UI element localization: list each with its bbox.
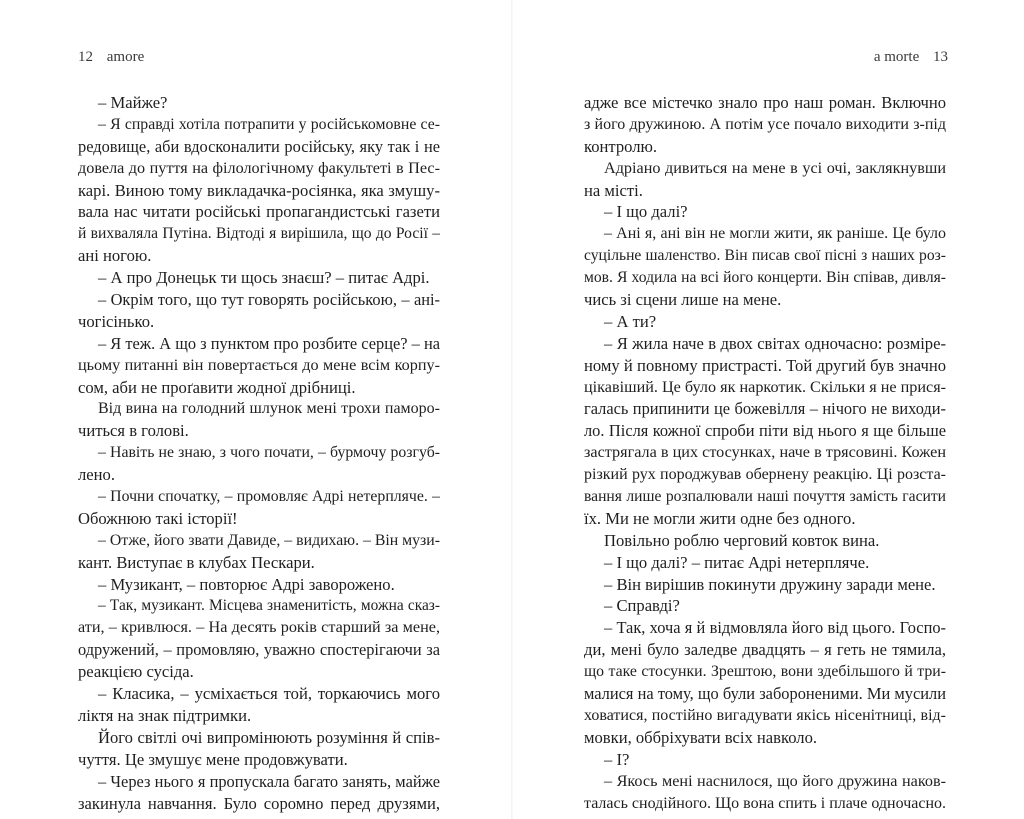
text-line: що таке стосунки. Зрештою, вони здебільшого й три- (584, 663, 946, 681)
text-line: – Окрім того, що тут говорять російською, – ані- (98, 290, 440, 310)
text-line: – І що далі? (604, 202, 688, 222)
text-line: цікавіший. Це було як наркотик. Скільки я не прися- (584, 377, 946, 396)
text-line: одружений, – промовляю, уважно спостерігаючи за (78, 640, 440, 660)
right-page (512, 0, 1024, 819)
text-line: суцільне шаленство. Він писав свої пісні з наших роз- (584, 247, 946, 265)
text-line: чогісінько. (78, 311, 155, 331)
text-line: – Почни спочатку, – промовляє Адрі нетерпляче. – (98, 488, 440, 506)
text-line: ліктя на знак підтримки. (78, 705, 252, 725)
text-line: – Ані я, ані він не могли жити, як раніше. Це було (604, 225, 946, 243)
text-line: ди, мені було заледве двадцять – я геть не тямила, (584, 640, 946, 660)
text-line: довела до пуття на філологічному факультеті в Пес- (78, 158, 440, 177)
text-line: Повільно роблю черговий ковток вина. (604, 530, 880, 550)
right-running-title: a morte (873, 49, 920, 65)
left-running-title: amore (106, 49, 145, 65)
text-line: різкий рух породжував обернену реакцію. Ці розста- (584, 466, 946, 484)
text-line: карі. Виною тому викладачка-росіянка, яка змушу- (78, 180, 440, 200)
text-line: кант. Виступає в клубах Пескари. (78, 552, 315, 572)
text-line: – Справді? (604, 596, 680, 616)
text-line: на місті. (584, 180, 643, 200)
text-line: чись зі сцени лише на мене. (584, 290, 782, 310)
text-line: ховатися, постійно вигадувати якісь нісенітниці, від- (584, 706, 946, 724)
text-line: малися на тому, що були забороненими. Ми мусили (584, 684, 946, 704)
text-line: вання лише розпалювали наші почуття замість гасити (584, 488, 946, 506)
text-line: галась припинити це божевілля – нічого не виходи- (584, 399, 946, 419)
text-line: чуття. Це змушує мене продовжувати. (78, 749, 348, 769)
text-line: – Музикант, – повторює Адрі заворожено. (98, 574, 395, 594)
left-page-number: 12 (78, 49, 93, 65)
text-line: – А про Донецьк ти щось знаєш? – питає Адрі. (98, 268, 430, 288)
right-running-head (874, 49, 948, 66)
text-line: – Так, музикант. Місцева знаменитість, можна сказ- (98, 597, 440, 615)
text-line: – Я справді хотіла потрапити у російськомовне се- (98, 115, 440, 133)
text-line: – Так, хоча я й відмовляла його від цього. Госпо- (604, 618, 946, 638)
right-page-text (584, 92, 946, 814)
text-line: Адріано дивиться на мене в усі очі, заклякнувши (604, 158, 946, 177)
text-line: ані ногою. (78, 246, 152, 266)
text-line: – А ти? (604, 311, 657, 331)
text-line: лено. (78, 465, 115, 485)
left-page-text (78, 92, 440, 814)
text-line: цьому питанні він повертається до мене всім корпу- (78, 355, 440, 374)
text-line: мовки, оббріхувати всіх навколо. (584, 727, 818, 747)
text-line: Його світлі очі випромінюють розуміння й спів- (98, 727, 440, 747)
text-line: – Я теж. А що з пунктом про розбите серце? – на (98, 333, 440, 353)
text-line: – Отже, його звати Давиде, – видихаю. – Він музи- (98, 531, 440, 549)
text-line: адже все містечко знало про наш роман. Включно (584, 93, 946, 112)
text-line: Обожнюю такі історії! (78, 508, 238, 528)
text-line: їх. Ми не могли жити одне без одного. (584, 508, 856, 528)
text-line: – І? (604, 749, 630, 769)
text-line: ло. Після кожної спроби піти від нього я ще більше (584, 421, 946, 441)
text-line: – Класика, – усміхається той, торкаючись мого (98, 684, 440, 704)
text-line: закинула навчання. Було соромно перед друзями, (78, 793, 440, 813)
text-line: мов. Я ходила на всі його концерти. Він співав, дивля- (584, 269, 946, 287)
text-line: ати, – кривлюся. – На десять років старший за мене, (78, 618, 440, 637)
text-line: – Я жила наче в двох світах одночасно: розміре- (604, 333, 946, 353)
text-line: сом, аби не проґавити жодної дрібниці. (78, 377, 356, 397)
text-line: – Майже? (98, 93, 168, 112)
text-line: редовище, аби вдосконалити російську, яку так і не (78, 136, 440, 156)
text-line: ному й повному пристрасті. Той другий був значно (584, 355, 946, 375)
text-line: контролю. (584, 136, 658, 156)
text-line: – Через нього я пропускала багато занять, майже (98, 771, 440, 791)
text-line: реакцією сусіда. (78, 662, 194, 682)
text-line: – Він вирішив покинути дружину заради мене. (604, 574, 936, 594)
text-line: вала нас читати російські пропагандистські газети (78, 202, 440, 222)
text-line: Від вина на голодний шлунок мені трохи паморо- (98, 400, 440, 418)
text-line: читься в голові. (78, 421, 189, 441)
right-page-number: 13 (933, 49, 948, 65)
text-line: – Якось мені наснилося, що його дружина наков- (604, 771, 946, 790)
text-line: – Навіть не знаю, з чого почати, – бурмочу розгуб- (98, 444, 440, 462)
text-line: – І що далі? – питає Адрі нетерпляче. (604, 552, 870, 572)
text-line: застрягала в цих стосунках, наче в трясовині. Кожен (584, 443, 946, 462)
text-line: талась снодійного. Що вона спить і плаче одночасно. (584, 794, 946, 812)
text-line: з його дружиною. А потім усе почало виходити з-під (584, 115, 946, 133)
left-running-head (78, 49, 144, 66)
text-line: й вихваляла Путіна. Відтоді я вирішила, що до Росії – (78, 225, 440, 243)
